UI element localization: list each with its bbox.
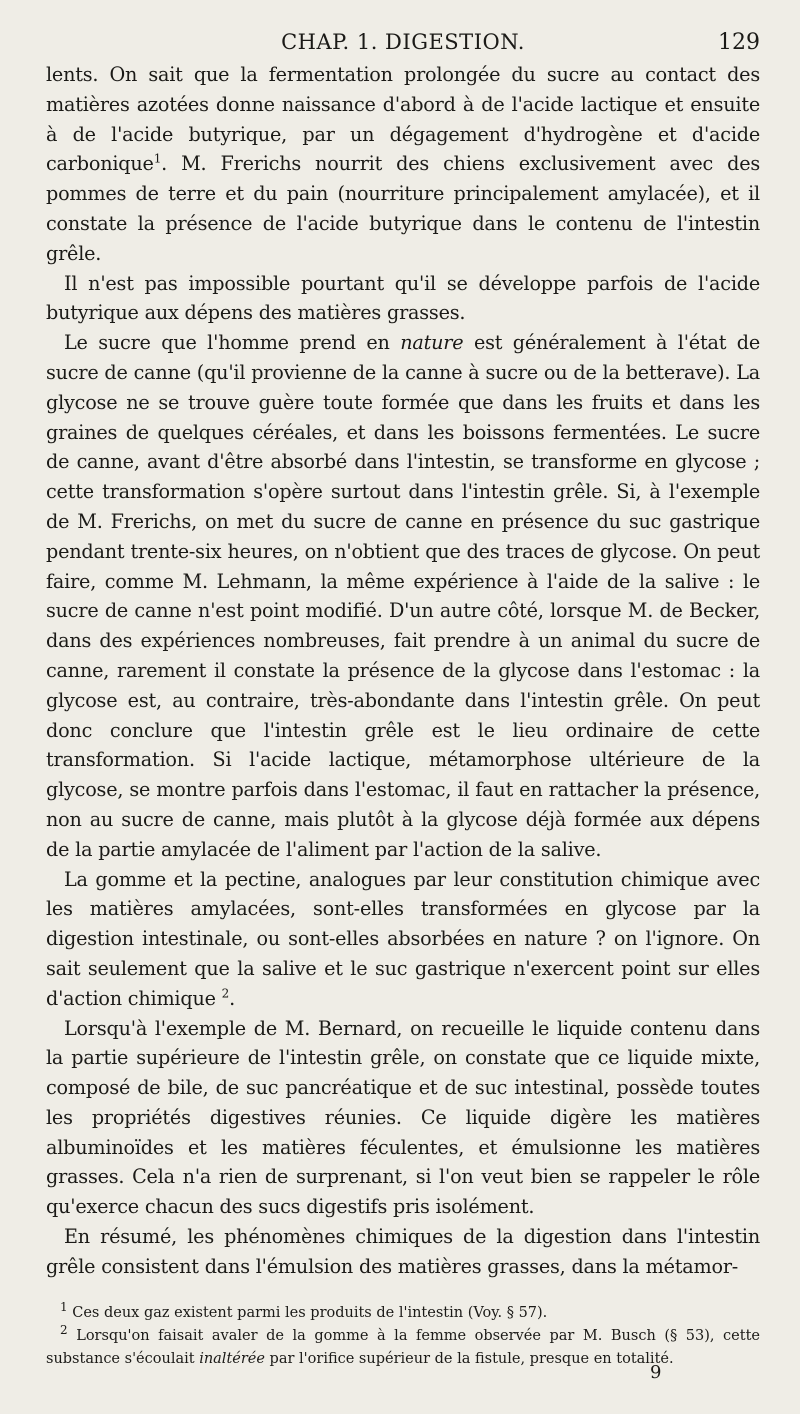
footnote-1-text: Ces deux gaz existent parmi les produits de l'intestin (Voy. § 57). — [67, 1304, 548, 1321]
paragraph-1-text: lents. On sait que la fermentation prolongée du sucre au contact des matières azotées donne naissance d'abord à de l'acide lactique et ensuite à de l'acide butyrique, par un dégagement d'hydrogène et d'acide carbonique — [46, 63, 760, 176]
footnote-2-rest: par l'orifice supérieur de la fistule, presque en totalité. — [264, 1350, 674, 1367]
paragraph-2: Il n'est pas impossible pourtant qu'il se développe parfois de l'acide butyrique aux dépens des matières grasses. — [46, 271, 760, 325]
paragraph-3-rest: est généralement à l'état de sucre de canne (qu'il provienne de la canne à sucre ou de la betterave). La glycose ne se trouve guère toute formée que dans les fruits et dans les graines de quelques céréales, et dans les boissons fermentées. Le sucre de canne, avant d'être absorbé dans l'intestin, se transforme en glycose ; cette transformation s'opère surtout dans l'intestin grêle. Si, à l'exemple de M. Frerichs, on met du sucre de canne en présence du suc gastrique pendant trente-six heures, on n'obtient que des traces de glycose. On peut faire, comme M. Lehmann, la même expérience à l'aide de la salive : le sucre de canne n'est point modifié. D'un autre côté, lorsque M. de Becker, dans des expériences nombreuses, fait prendre à un animal du sucre de canne, rarement il constate la présence de la glycose dans l'estomac : la glycose est, au contraire, très-abondante dans l'intestin grêle. On peut donc conclure que l'intestin grêle est le lieu ordinaire de cette transformation. Si l'acide lactique, métamorphose ultérieure de la glycose, se montre parfois dans l'estomac, il faut en rattacher la présence, non au sucre de canne, mais plutôt à la glycose déjà formée aux dépens de la partie amylacée de l'aliment par l'action de la salive. — [46, 331, 760, 861]
footnote-2-lead: Lorsqu'on faisait avaler de la gomme à la femme observée par M. Busch (§ 53), cette substance s'écoulait — [46, 1327, 760, 1367]
footnote-2-mark: 2 — [60, 1322, 68, 1337]
page-header — [46, 0, 760, 60]
page-number: 129 — [718, 30, 760, 55]
signature-mark: 9 — [650, 1362, 662, 1383]
paragraph-5: Lorsqu'à l'exemple de M. Bernard, on recueille le liquide contenu dans la partie supérieure de l'intestin grêle, on constate que ce liquide mixte, composé de bile, de suc pancréatique et de suc intestinal, possède toutes les propriétés digestives réunies. Ce liquide digère les matières albuminoïdes et les matières féculentes, et émulsionne les matières grasses. Cela n'a rien de surprenant, si l'on veut bien se rappeler le rôle qu'exerce chacun des sucs digestifs pris isolément. — [46, 1016, 760, 1219]
paragraph-3-lead: Le sucre que l'homme prend en — [64, 331, 401, 355]
body-text — [46, 60, 760, 1282]
paragraph-4-end: . — [229, 986, 236, 1010]
footnotes — [46, 1299, 760, 1371]
italic-word: nature — [400, 331, 464, 355]
paragraph-4 — [46, 865, 760, 1014]
paragraph-1-continuation: . M. Frerichs nourrit des chiens exclusivement avec des pommes de terre et du pain (nourriture principalement amylacée), et il constate la présence de l'acide butyrique dans le contenu de l'intestin grêle. — [46, 152, 760, 265]
footnote-1 — [46, 1299, 760, 1325]
paragraph-4-text: La gomme et la pectine, analogues par leur constitution chimique avec les matières amylacées, sont-elles transformées en glycose par la digestion intestinale, ou sont-elles absorbées en nature ? on l'ignore. On sait seulement que la salive et le suc gastrique n'exercent point sur elles d'action chimique — [46, 867, 760, 1010]
paragraph-6: En résumé, les phénomènes chimiques de la digestion dans l'intestin grêle consistent dans l'émulsion des matières grasses, dans la métamor- — [46, 1225, 760, 1278]
running-head: CHAP. 1. DIGESTION. — [281, 30, 525, 54]
footnote-1-mark: 1 — [60, 1299, 68, 1314]
footnote-ref-1: 1 — [153, 152, 162, 166]
paragraph-3 — [46, 328, 760, 864]
footnote-ref-2: 2 — [221, 986, 230, 1001]
footnote-2-italic: inaltérée — [199, 1350, 265, 1367]
paragraph-1 — [46, 60, 760, 269]
